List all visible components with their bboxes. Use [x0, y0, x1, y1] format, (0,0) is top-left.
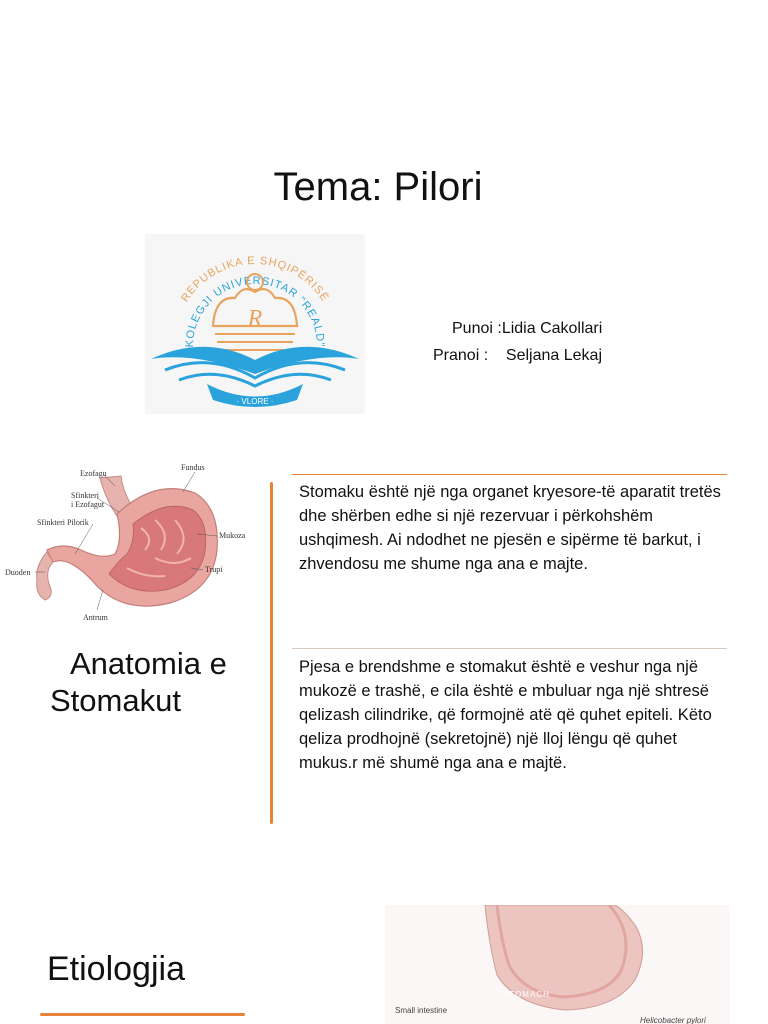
- label-fundus: Fundus: [181, 463, 205, 472]
- slide-title: Tema: Pilori: [273, 165, 483, 209]
- label-duoden: Duoden: [5, 568, 31, 577]
- stomach-anatomy-figure: [5, 458, 255, 623]
- label-stomach: STOMACH: [503, 990, 550, 999]
- etiology-underline: [40, 1013, 245, 1016]
- section-title-line1: Anatomia e: [70, 646, 227, 681]
- author-credit: Punoi :Lidia Cakollari: [452, 320, 603, 337]
- horizontal-divider-middle: [292, 648, 727, 649]
- label-trupi: Trupi: [205, 565, 223, 574]
- label-mukoza: Mukoza: [219, 531, 246, 540]
- label-sfinkteri-pilorik: Sfinkteri Pilorik: [37, 518, 89, 527]
- svg-text:R: R: [247, 306, 263, 332]
- label-antrum: Antrum: [83, 613, 108, 622]
- reviewer-credit: Pranoi : Seljana Lekaj: [433, 347, 602, 364]
- helicobacter-diagram: [385, 905, 730, 1024]
- label-ezofagu: Ezofagu: [80, 469, 107, 478]
- etiology-title: Etiologjia: [47, 950, 185, 988]
- horizontal-divider-top: [292, 474, 727, 475]
- label-sfinkteri-ezofagut-2: i Ezofagut: [71, 500, 105, 509]
- paragraph-stomach-intro: Stomaku është një nga organet kryesore-të aparatit tretës dhe shërben edhe si një rezervuar i përkohshëm ushqimesh. Ai ndodhet ne pjesën e sipërme të barkut, i zhvendosu me shume nga ana e majte.: [299, 483, 721, 573]
- paragraph-mucosa: Pjesa e brendshme e stomakut është e veshur nga një mukozë e trashë, e cila është e mbuluar nga një shtresë qelizash cilindrike, që formojnë atë që quhet epiteli. Këto qeliza prodhojnë (sekretojnë) një lloj lëngu që quhet mukus.r më shumë nga ana e majtë.: [299, 658, 712, 772]
- label-sfinkteri-ezofagut-1: Sfinkteri: [71, 491, 99, 500]
- section-title-line2: Stomakut: [50, 683, 181, 718]
- logo-arc-text: REPUBLIKA E SHQIPËRISË: [179, 254, 331, 305]
- label-helicobacter: Helicobacter pylori: [640, 1016, 706, 1024]
- label-small-intestine: Small intestine: [395, 1006, 448, 1015]
- logo-inner-arc-text: KOLEGJI UNIVERSITAR "REALD": [183, 274, 327, 348]
- section-title-anatomy: [50, 645, 227, 719]
- logo-bottom-text: · VLORE ·: [236, 397, 274, 406]
- college-logo: [145, 234, 365, 414]
- vertical-divider: [270, 482, 273, 824]
